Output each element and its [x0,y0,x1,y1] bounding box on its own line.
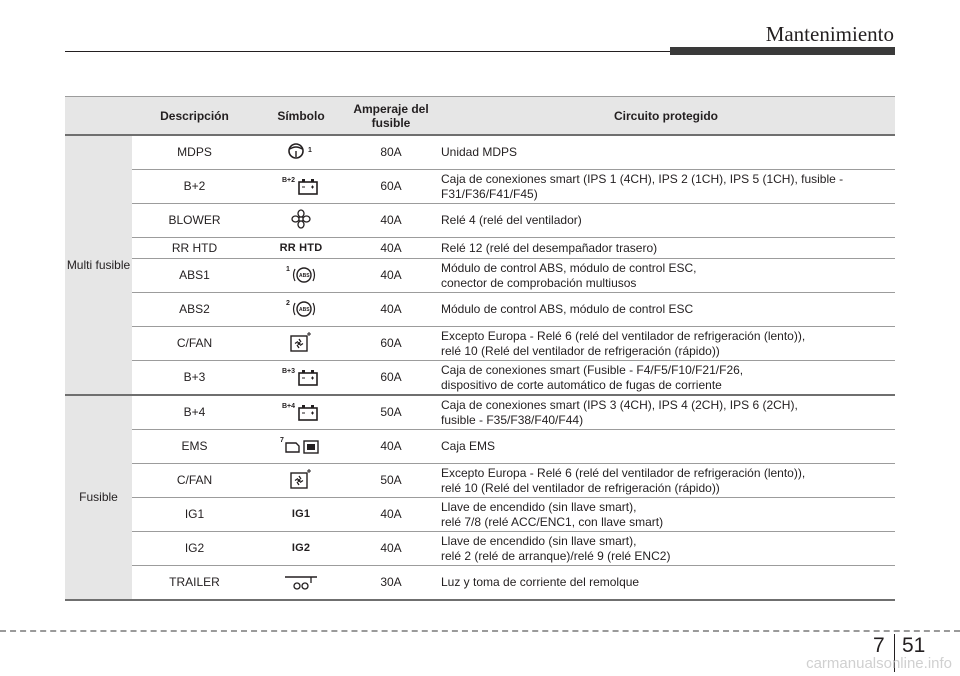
cooling-fan-icon [287,468,315,494]
symbol-cell [257,293,345,327]
symbol-cell [257,395,345,430]
table-row [65,395,895,430]
abs-icon [283,263,319,289]
table-row [65,566,895,601]
amperage-cell: 30A [345,566,437,601]
table-row [65,135,895,170]
svg-text:1: 1 [308,146,312,154]
battery-icon [281,400,321,426]
symbol-cell [257,170,345,204]
circuit-cell: Llave de encendido (sin llave smart), relé 7/8 (relé ACC/ENC1, con llave smart) [437,498,895,532]
description-cell: EMS [132,430,257,464]
amperage-cell: 40A [345,498,437,532]
table-row [65,293,895,327]
header-group-cell [65,97,132,136]
col-symbol: Símbolo [257,97,345,136]
amperage-cell: 60A [345,327,437,361]
symbol-cell [257,566,345,601]
table-row [65,464,895,498]
circuit-cell: Unidad MDPS [437,135,895,170]
col-amperage: Amperaje del fusible [345,97,437,136]
amperage-cell: 40A [345,293,437,327]
battery-icon [281,174,321,200]
circuit-cell: Llave de encendido (sin llave smart), relé 2 (relé de arranque)/relé 9 (relé ENC2) [437,532,895,566]
description-cell: RR HTD [132,238,257,259]
table-row [65,430,895,464]
description-cell: C/FAN [132,464,257,498]
circuit-cell: Caja EMS [437,430,895,464]
description-cell: IG1 [132,498,257,532]
description-cell: TRAILER [132,566,257,601]
symbol-cell [257,532,345,566]
symbol-cell [257,135,345,170]
description-cell: MDPS [132,135,257,170]
description-cell: IG2 [132,532,257,566]
battery-icon [281,365,321,391]
description-cell: B+3 [132,361,257,396]
chapter-number: 7 [873,634,885,657]
col-description: Descripción [132,97,257,136]
header-accent-bar [670,47,895,55]
table-row [65,259,895,293]
svg-text:ABS: ABS [299,272,310,279]
amperage-cell: 60A [345,361,437,396]
group-label: Fusible [65,395,132,600]
svg-text:B+2: B+2 [282,176,296,184]
table-row [65,498,895,532]
watermark: carmanualsonline.info [806,655,952,672]
table-header-row [65,97,895,136]
symbol-cell [257,327,345,361]
circuit-cell: Caja de conexiones smart (IPS 3 (4CH), IPS 4 (2CH), IPS 6 (2CH), fusible - F35/F38/F40/F44) [437,395,895,430]
amperage-cell: 40A [345,430,437,464]
amperage-cell: 80A [345,135,437,170]
table-row [65,361,895,396]
table-row [65,238,895,259]
circuit-cell: Módulo de control ABS, módulo de control ESC [437,293,895,327]
symbol-cell [257,361,345,396]
circuit-cell: Caja de conexiones smart (IPS 1 (4CH), IPS 2 (1CH), IPS 5 (1CH), fusible - F31/F36/F41/F45) [437,170,895,204]
amperage-cell: 50A [345,395,437,430]
table-row [65,170,895,204]
circuit-cell: Excepto Europa - Relé 6 (relé del ventilador de refrigeración (lento)), relé 10 (Relé del ventilador de refrigeración (rápido)) [437,464,895,498]
footer-dashed-rule [0,630,960,632]
fan-icon [291,209,311,233]
cooling-fan-icon [287,331,315,357]
symbol-cell [257,430,345,464]
mdps-icon [284,142,318,164]
circuit-cell: Excepto Europa - Relé 6 (relé del ventilador de refrigeración (lento)), relé 10 (Relé del ventilador de refrigeración (rápido)) [437,327,895,361]
symbol-cell [257,498,345,532]
ems-icon [280,434,322,460]
symbol-cell [257,238,345,259]
svg-text:B+3: B+3 [282,367,296,375]
circuit-cell: Caja de conexiones smart (Fusible - F4/F5/F10/F21/F26, dispositivo de corte automático de fugas de corriente [437,361,895,396]
amperage-cell: 40A [345,259,437,293]
circuit-cell: Relé 4 (relé del ventilador) [437,204,895,238]
symbol-cell [257,259,345,293]
svg-text:ABS: ABS [299,306,310,313]
col-circuit: Circuito protegido [437,97,895,136]
svg-text:1: 1 [286,265,290,273]
header-rule [65,51,670,52]
amperage-cell: 40A [345,238,437,259]
svg-text:B+4: B+4 [282,402,296,410]
page-header-title: Mantenimiento [765,22,894,46]
svg-text:2: 2 [286,299,290,307]
abs-icon [283,297,319,323]
fuse-table [65,96,895,601]
text-icon: RR HTD [279,241,323,254]
amperage-cell: 40A [345,532,437,566]
page-number: 51 [902,634,926,657]
text-icon: IG1 [291,508,311,521]
svg-text:7: 7 [280,436,284,444]
trailer-icon [281,571,321,595]
circuit-cell: Luz y toma de corriente del remolque [437,566,895,601]
circuit-cell: Módulo de control ABS, módulo de control ESC, conector de comprobación multiusos [437,259,895,293]
symbol-cell [257,464,345,498]
description-cell: B+2 [132,170,257,204]
description-cell: ABS1 [132,259,257,293]
table-row [65,532,895,566]
circuit-cell: Relé 12 (relé del desempañador trasero) [437,238,895,259]
description-cell: B+4 [132,395,257,430]
symbol-cell [257,204,345,238]
text-icon: IG2 [291,542,311,555]
amperage-cell: 60A [345,170,437,204]
table-row [65,204,895,238]
amperage-cell: 40A [345,204,437,238]
group-label: Multi fusible [65,135,132,395]
description-cell: BLOWER [132,204,257,238]
description-cell: ABS2 [132,293,257,327]
description-cell: C/FAN [132,327,257,361]
amperage-cell: 50A [345,464,437,498]
table-row [65,327,895,361]
